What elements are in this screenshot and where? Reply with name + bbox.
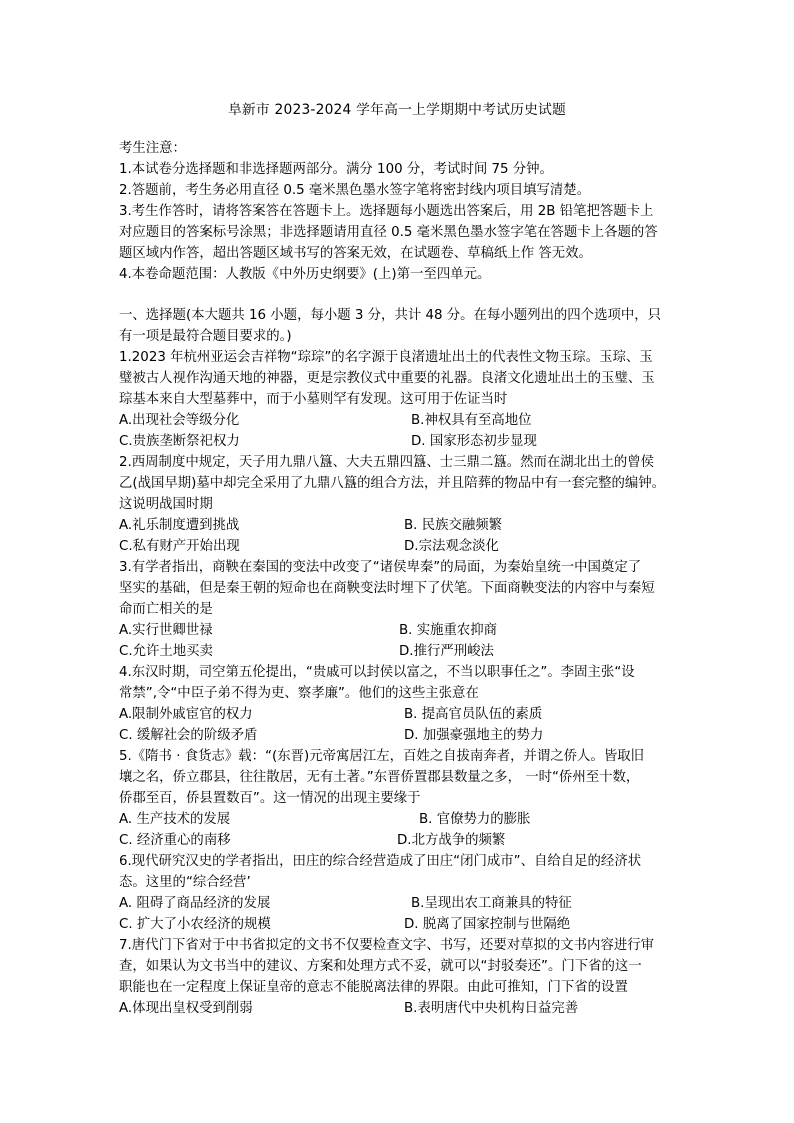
section-heading-line: 一、选择题(本大题共 16 小题，每小题 3 分，共计 48 分。在每小题列出的四个选项中，只 [119, 308, 662, 323]
question-stem: 查，如果认为文书当中的建议、方案和处理方式不妥，就可以“封驳奏还”。门下省的这一 [119, 959, 642, 974]
question-stem: 3.有学者指出，商鞅在秦国的变法中改变了“诸侯卑秦”的局面，为秦始皇统一中国奠定了 [119, 560, 642, 575]
option-a: A.限制外戚宦官的权力 [119, 707, 253, 722]
question-1 [119, 347, 679, 452]
option-a: A. 生产技术的发展 [119, 812, 231, 827]
question-stem: 侨郡至百，侨县置数百”。这一情况的出现主要缘于 [119, 791, 421, 806]
notice-block [119, 138, 679, 285]
option-b: B. 实施重农抑商 [399, 623, 498, 638]
option-c: C. 缓解社会的阶级矛盾 [119, 728, 258, 743]
notice-line: 对应题目的答案标号涂黑；非选择题请用直径 0.5 毫米黑色墨水签字笔在答题卡上各题的答 [119, 225, 658, 240]
question-list [119, 347, 679, 1019]
option-d: D.推行严刑峻法 [399, 644, 494, 659]
notice-line: 4.本卷命题范围：人教版《中外历史纲要》(上)第一至四单元。 [119, 267, 491, 282]
question-stem: 璧被古人视作沟通天地的神器，更是宗教仪式中重要的礼器。良渚文化遗址出土的玉璧、玉 [119, 371, 655, 386]
option-c: C. 经济重心的南移 [119, 833, 231, 848]
option-c: C.贵族垄断祭祀权力 [119, 434, 240, 449]
option-c: C. 扩大了小农经济的规模 [119, 917, 271, 932]
notice-heading: 考生注意： [119, 141, 186, 156]
question-7 [119, 935, 679, 1019]
option-b: B.呈现出农工商兼具的特征 [411, 896, 572, 911]
option-a: A.礼乐制度遭到挑战 [119, 518, 240, 533]
notice-line: 题区域内作答，超出答题区域书写的答案无效，在试题卷、草稿纸上作 答无效。 [119, 246, 592, 261]
question-6 [119, 851, 679, 935]
question-stem: 琮基本来自大型墓葬中，而于小墓则罕有发现。这可用于佐证当时 [119, 392, 508, 407]
question-stem: 2.西周制度中规定，天子用九鼎八簋、大夫五鼎四簋、士三鼎二簋。然而在湖北出土的曾侯 [119, 455, 655, 470]
option-a: A.体现出皇权受到削弱 [119, 1001, 253, 1016]
question-stem: 坚实的基础，但是秦王朝的短命也在商鞅变法时埋下了伏笔。下面商鞅变法的内容中与秦短 [119, 581, 655, 596]
option-d: D. 国家形态初步显现 [411, 434, 537, 449]
option-d: D. 加强豪强地主的势力 [404, 728, 544, 743]
option-b: B. 官僚势力的膨胀 [419, 812, 531, 827]
option-d: D. 脱离了国家控制与世隔绝 [404, 917, 571, 932]
section-heading-line: 有一项是最符合题目要求的。) [119, 329, 292, 344]
option-b: B. 提高官员队伍的素质 [404, 707, 543, 722]
question-stem: 这说明战国时期 [119, 497, 213, 512]
question-stem: 7.唐代门下省对于中书省拟定的文书不仅要检查文字、书写，还要对草拟的文书内容进行审 [119, 938, 655, 953]
question-3 [119, 557, 679, 662]
section-heading [119, 305, 679, 347]
option-b: B.表明唐代中央机构日益完善 [404, 1001, 579, 1016]
option-a: A.实行世卿世禄 [119, 623, 213, 638]
option-b: B.神权具有至高地位 [411, 413, 532, 428]
question-stem: 职能也在一定程度上保证皇帝的意志不能脱离法律的界限。由此可推知，门下省的设置 [119, 980, 628, 995]
option-d: D.北方战争的频繁 [397, 833, 506, 848]
question-5 [119, 746, 679, 851]
option-a: A. 阻碍了商品经济的发展 [119, 896, 271, 911]
notice-line: 2.答题前，考生务必用直径 0.5 毫米黑色墨水签字笔将密封线内项目填写清楚。 [119, 183, 591, 198]
question-stem: 1.2023 年杭州亚运会吉祥物“琮琮”的名字源于良渚遗址出土的代表性文物玉琮。玉琮、玉 [119, 350, 653, 365]
page-title: 阜新市 2023-2024 学年高一上学期期中考试历史试题 [227, 102, 567, 118]
option-d: D.宗法观念淡化 [404, 539, 499, 554]
option-a: A.出现社会等级分化 [119, 413, 240, 428]
question-stem: 常禁”,令“中臣子弟不得为吏、察孝廉”。他们的这些主张意在 [119, 686, 479, 701]
option-c: C.允许土地买卖 [119, 644, 213, 659]
question-stem: 5.《隋书 · 食货志》载：“(东晋)元帝寓居江左，百姓之自拔南奔者，并谓之侨人。皆取旧 [119, 749, 644, 764]
option-c: C.私有财产开始出现 [119, 539, 240, 554]
notice-line: 1.本试卷分选择题和非选择题两部分。满分 100 分，考试时间 75 分钟。 [119, 162, 553, 177]
question-stem: 4.东汉时期，司空第五伦提出，“贵戚可以封侯以富之，不当以职事任之”。李固主张“设 [119, 665, 635, 680]
question-stem: 乙(战国早期)墓中却完全采用了九鼎八簋的组合方法，并且陪葬的物品中有一套完整的编钟。 [119, 476, 666, 491]
question-stem: 态。这里的“综合经营’ [119, 875, 251, 890]
question-stem: 6.现代研究汉史的学者指出，田庄的综合经营造成了田庄“闭门成市”、自给自足的经济状 [119, 854, 642, 869]
question-2 [119, 452, 679, 557]
option-b: B. 民族交融频繁 [404, 518, 503, 533]
question-4 [119, 662, 679, 746]
question-stem: 命而亡相关的是 [119, 602, 213, 617]
question-stem: 壤之名，侨立郡县，往往散居，无有土著。”东晋侨置郡县数量之多， 一时“侨州至十数， [119, 770, 640, 785]
notice-line: 3.考生作答时，请将答案答在答题卡上。选择题每小题选出答案后，用 2B 铅笔把答题卡上 [119, 204, 654, 219]
